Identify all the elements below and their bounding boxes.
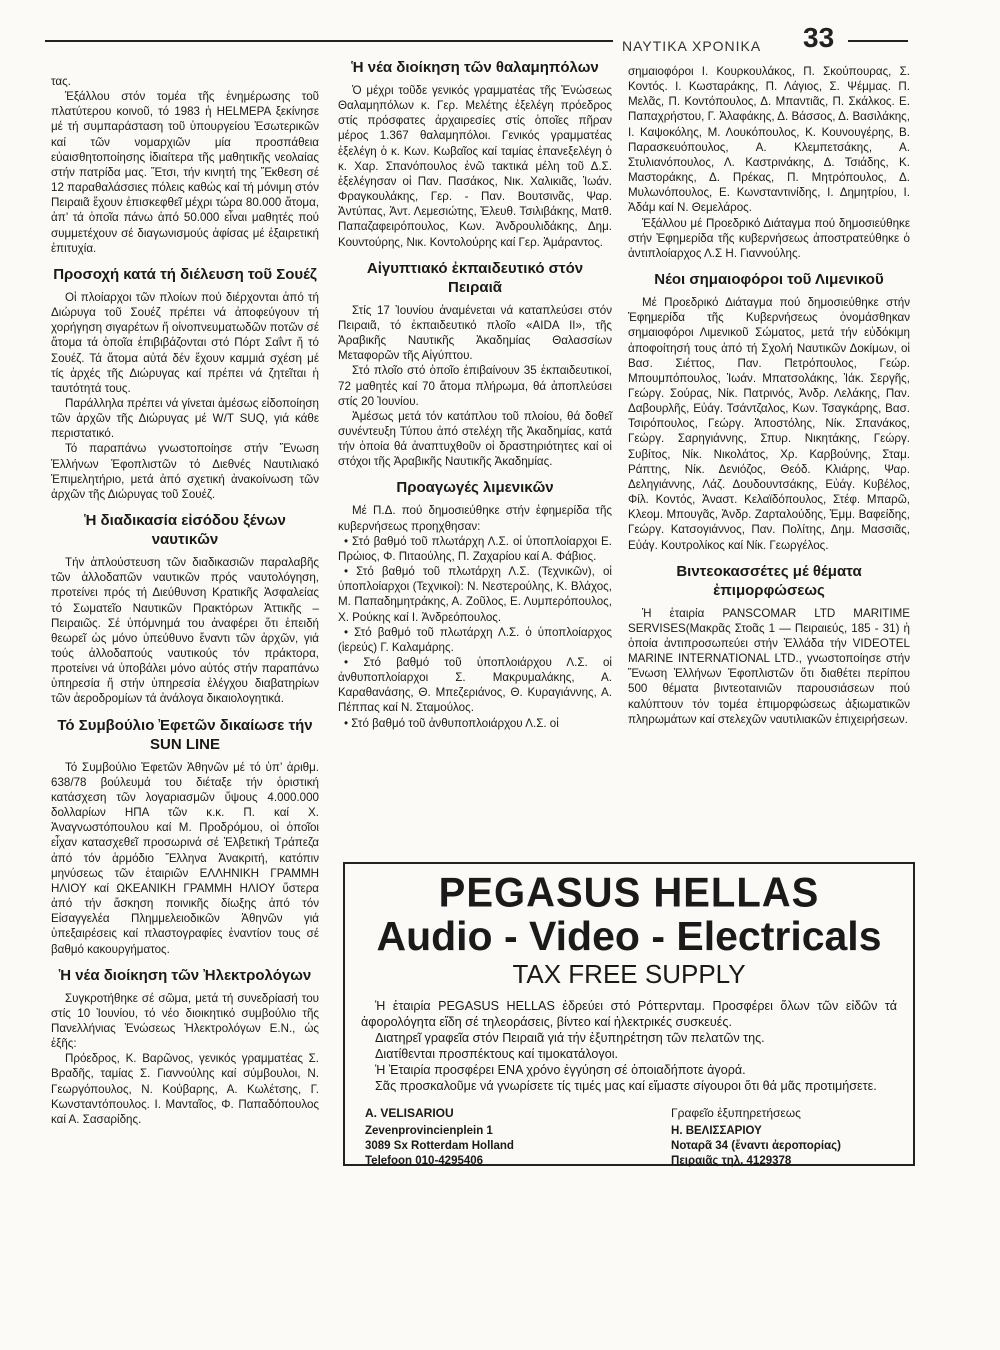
headline-egyptian-ship: Αἰγυπτιακό ἐκπαιδευτικό στόν Πειραιᾶ [366, 259, 584, 296]
header-rule [45, 40, 613, 42]
article-paragraph: Μέ Προεδρικό Διάταγμα πού δημοσιεύθηκε στήν Ἐφημερίδα τῆς Κυβερνήσεως ὀνομάσθηκαν σημαιοφόροι Λιμενικοῦ Σώματος, μετά τήν εὐδόκιμη ἀποφοίτησή τους ἀπό τή Σχολή Ναυτικῶν Δοκίμων, οἱ Βασ. Σιέττος, Παν. Πετρόπουλος, Γεώρ. Μπουμπόπουλος, Ἰωάν. Μπατσολάκης, Ἰάκ. Σεργῆς, Γεώργ. Σούρας, Νίκ. Πατρινός, Ἀνδρ. Λελάκης, Παν. Δαβουρλῆς, Εὐάγ. Τσάντζαλος, Κων. Τσαγκάρης, Βασ. Τσιρόπουλος, Γεώργ. Ἀποστόλης, Νίκ. Σπανάκος, Γεώργ. Σαρηγιάννης, Σπυρ. Νικητάκης, Γεώργ. Συβίτος, Νίκ. Νικολάτος, Χρ. Καρβούνης, Σταμ. Ράπτης, Νίκ. Δενιόζος, Θεόδ. Κλιάρης, Ψαρ. Δεληγιάννης, Λάζ. Δουδουντσάκης, Εὐάγ. Κυβέλος, Φίλ. Κοντός, Ἀναστ. Κελαϊδόπουλος, Στέφ. Μπαρῶ, Κλεομ. Μπουγᾶς, Ἀνδρ. Ζαρταλούδης, Ἐμμ. Βαφείδης, Γεώργ. Κατσογιάννος, Παν. Πολίτης, Δημ. Μασσιᾶς, Εὐάγ. Κουτρολίκος καί Νίκ. Γεωργέλος. [628, 296, 910, 552]
article-paragraph: Τό Συμβούλιο Ἐφετῶν Ἀθηνῶν μέ τό ὑπ’ ἀριθμ. 638/78 βούλευμά του διέταξε τήν ὁριστική κατάσχεση τῶν λογαριασμῶν ὕψους 4.000.000 δολλαρίων ΗΠΑ τῶν κ.κ. Π. καί Χ. Ἀναγνωστόπουλου καί Μ. Προδρόμου, οἱ ὁποῖοι εἶχαν κατασχεθεῖ προσωρινά σέ Ἑλβετική Τράπεζα ἀπό τόν ἁρμόδιο Ἕλληνα Ἀνακριτή, κατόπιν μηνύσεως τῶν ἑταιριῶν ΕΛΛΗΝΙΚΗ ΓΡΑΜΜΗ ΗΛΙΟΥ καί ΩΚΕΑΝΙΚΗ ΓΡΑΜΜΗ ΗΛΙΟΥ ὕστερα ἀπό τήν ἄσκηση ποινικῆς δίωξης ἀπό τόν Εἰσαγγελέα Πλημμελειοδικῶν Ἀθηνῶν γιά ὑπεξαιρέσεις καί πλαστογραφίες ἐναντίον τους σέ βαθμό κακουργήματος. [51, 760, 319, 956]
article-paragraph: Στό πλοῖο στό ὁποῖο ἐπιβαίνουν 35 ἐκπαιδευτικοί, 72 μαθητές καί 70 ἄτομα πλήρωμα, θά ἀποπλεύσει στίς 20 Ἰουνίου. [338, 364, 612, 408]
article-paragraph: Παράλληλα πρέπει νά γίνεται ἀμέσως εἰδοποίηση τῶν ἀρχῶν τῆς Διώρυγας μέ W/T SUQ, γιά κάθε περιστατικό. [51, 396, 319, 441]
contact-name: Γραφεῖο ἐξυπηρετήσεως [671, 1106, 801, 1120]
column-3 [628, 64, 910, 727]
ad-products: Audio - Video - Electricals [376, 913, 882, 959]
article-paragraph: τας. [51, 75, 71, 88]
list-item: • Στό βαθμό τοῦ πλωτάρχη Λ.Σ. οἱ ὑποπλοίαρχοι Ε. Πρώιος, Φ. Πιταούλης, Π. Ζαχαρίου καί Α. Φάβιος. [338, 534, 612, 564]
publication-name: ΝΑΥΤΙΚΑ ΧΡΟΝΙΚΑ [622, 38, 762, 54]
ad-paragraph: Διατίθενται προσπέκτους καί τιμοκατάλογοι. [375, 1047, 619, 1061]
page-number: 33 [803, 22, 835, 53]
contact-line: Νοταρᾶ 34 (ἔναντι ἀεροπορίας) [671, 1140, 841, 1152]
article-paragraph: σημαιοφόροι Ι. Κουρκουλάκος, Π. Σκούπουρας, Σ. Κοντός. Ι. Κωσταράκης, Π. Λάγιος, Σ. Ψέμμας. Π. Μελᾶς, Π. Κοντόπουλος, Δ. Μπαντιᾶς, Π. Σκάλκος. Ε. Παπαχρήστου, Γ. Ἀλαφάκης, Δ. Βάσσος, Δ. Βασιλάκης, Ι. Καψοκόλης, Μ. Λουκόπουλος, Κ. Κουνουγέρης, Β. Παρασκευόπουλος, Α. Κλεμπετσάκης, Α. Στυλιανόπουλος, Λ. Καστρινάκης, Δ. Τσιάδης, Κ. Μαστοράκης, Δ. Πρέκας, Π. Μητρόπουλος, Δ. Μυλωνόπουλος, Ε. Κωνσταντινίδης, Ι. Δημητρίου, Ι. Ἀδάμ καί Ν. Θεμελάρος. [628, 65, 910, 215]
ad-paragraph: Σᾶς προσκαλοῦμε νά γνωρίσετε τίς τιμές μας καί εἴμαστε σίγουροι ὅτι θά μᾶς προτιμήσετε. [375, 1079, 877, 1093]
ad-paragraph: Διατηρεῖ γραφεῖα στόν Πειραιᾶ γιά τήν ἐξυπηρέτηση τῶν πελατῶν της. [375, 1031, 765, 1045]
ad-paragraph: Ἡ Ἑταιρία προσφέρει ΕΝΑ χρόνο ἐγγύηση σέ ὁποιαδήποτε ἀγορά. [375, 1063, 746, 1077]
pegasus-advertisement [343, 862, 915, 1166]
contact-line: Telefoon 010-4295406 [365, 1155, 484, 1167]
contact-line: Πειραιᾶς τηλ. 4129378 [671, 1155, 792, 1167]
headline-new-ensigns: Νέοι σημαιοφόροι τοῦ Λιμενικοῦ [654, 271, 884, 289]
article-paragraph: Οἱ πλοίαρχοι τῶν πλοίων πού διέρχονται ἀπό τή Διώρυγα τοῦ Σουέζ πρέπει νά ἀποφεύγουν τή χορήγηση σιγαρέτων ἤ οἰνοπνευματωδῶν ποτῶν σέ ἄτομα τά ὁποῖα ἐπιβιβάζονται στό Πόρτ Σαΐντ ἤ τό Σουέζ. Τά ἄτομα αὐτά δέν ἔχουν καμμιά σχέση μέ τίς ἀρχές τῆς Διώρυγας καί πρέπει νά ζητεῖται ἡ ταυτότητά τους. [51, 290, 319, 395]
headline-electricians: Ἡ νέα διοίκηση τῶν Ἠλεκτρολόγων [58, 966, 312, 984]
headline-videocassettes: Βιντεοκασσέτες μέ θέματα ἐπιμορφώσεως [676, 562, 862, 599]
list-item: • Στό βαθμό τοῦ πλωτάρχη Λ.Σ. ὁ ὑποπλοίαρχος (ἱερεύς) Γ. Καλαμάρης. [338, 625, 612, 655]
headline-sun-line: Τό Συμβούλιο Ἐφετῶν δικαίωσε τήν SUN LINE [57, 716, 313, 753]
article-paragraph: Ἀμέσως μετά τόν κατάπλου τοῦ πλοίου, θά δοθεῖ συνέντευξη Τύπου ἀπό στελέχη τῆς Ἀκαδημίας, κατά τήν ὁποία θά ἀναπτυχθοῦν οἱ δραστηριότητες καί οἱ στόχοι τῆς Ἀραβικῆς Ναυτικῆς Ἀκαδημίας. [338, 409, 612, 469]
ad-brand: PEGASUS HELLAS [438, 869, 820, 917]
list-item: • Στό βαθμό τοῦ πλωτάρχη Λ.Σ. (Τεχνικῶν), οἱ ὑποπλοίαρχοι (Τεχνικοί): Ν. Νεστερούλης, Κ. Βλάχος, Μ. Παπαδημητράκης, Α. Ζοῦλος, Ε. Λυμπερόπουλος, Χ. Ρούκης καί Ι. Ἀνδρεόπουλος. [338, 564, 612, 625]
headline-suez: Προσοχή κατά τή διέλευση τοῦ Σουέζ [53, 265, 317, 283]
list-item: • Στό βαθμό τοῦ ἀνθυποπλοιάρχου Λ.Σ. οἱ [338, 716, 612, 731]
ad-tagline: TAX FREE SUPPLY [512, 959, 746, 989]
headline-foreign-seamen: Ἡ διαδικασία εἰσόδου ξένων ναυτικῶν [84, 512, 286, 549]
list-item: • Στό βαθμό τοῦ ὑποπλοιάρχου Λ.Σ. οἱ ἀνθυποπλοίαρχοι Σ. Μακρυμαλάκης, Α. Καραθανάσης, Θ. Μπεζεριάνος, Θ. Κυραγιάννης, Α. Πέππας καί Ν. Σταμούλος. [338, 655, 612, 716]
piraeus-contact [671, 1106, 897, 1169]
article-paragraph: Ἡ ἑταιρία PANSCOMAR LTD MARITIME SERVISES(Μακρᾶς Στοᾶς 1 — Πειραιεύς, 185 - 31) ἡ ὁποία ἀντιπροσωπεύει στήν Ἑλλάδα τήν VIDEOTEL MARINE INTERNATIONAL LTD., γνωστοποίησε στήν Ἕνωση Ἑλλήνων Ἐφοπλιστῶν ὅτι διαθέτει περίπου 500 θέματα βιντεοταινιῶν παρουσιάσεων πού καλύπτουν τόν τομέα ἐπιμορφώσεως ἀξιωματικῶν πληρωμάτων καί στελεχῶν ναυτιλιακῶν ἐπιχειρήσεων. [628, 606, 910, 726]
column-1 [51, 74, 319, 1127]
article-paragraph: Συγκροτήθηκε σέ σῶμα, μετά τή συνεδρίασή του στίς 10 Ἰουνίου, τό νέο διοικητικό συμβούλιο τῆς Πανελλήνιας Ἑνώσεως Ἠλεκτρολόγων Ε.Ν., ὡς ἑξῆς: [51, 991, 319, 1051]
article-paragraph: Τό παραπάνω γνωστοποίησε στήν Ἕνωση Ἑλλήνων Ἐφοπλιστῶν τό Διεθνές Ναυτιλιακό Ἐπιμελητήριο, μετά ἀπό σχετική ἀνακοίνωση τῶν ἀρχῶν τῆς Διώρυγας τοῦ Σουέζ. [51, 442, 319, 501]
promotions-list [338, 534, 612, 731]
article-paragraph: Πρόεδρος, Κ. Βαρῶνος, γενικός γραμματέας Σ. Βραδῆς, ταμίας Σ. Γιαννούλης καί σύμβουλοι, Ν. Γεωργόπουλος, Ν. Κούβαρης, Α. Κωλέτσης, Γ. Κωνσταντόπουλος. Ι. Μανταῖος, Φ. Παπαδόπουλος καί Α. Σασαρίδης. [51, 1052, 319, 1126]
headline-promotions: Προαγωγές λιμενικῶν [396, 479, 554, 497]
article-paragraph: Ἐξάλλου στόν τομέα τῆς ἐνημέρωσης τοῦ πλατύτερου κοινοῦ, τό 1983 ἡ HELMEPA ξεκίνησε μέ τή συμπαράσταση τοῦ ὑπουργείου Ἐσωτερικῶν καί τῶν νομαρχιῶν μία προσπάθεια εὐαισθητοποίησης ἰδιαίτερα τῆς μαθητικῆς νεολαίας στήν πατρίδα μας. Ἔτσι, τήν κινητή της Ἔκθεση σέ 12 παραθαλάσσιες πόλεις καθώς καί τή μόνιμη στόν Πειραιᾶ ἔχουν ἐπισκεφθεῖ μέχρι τώρα 80.000 ἄτομα, ἀπ’ τά ὁποῖα πάνω ἀπό 50.000 εἶναι μαθητές πού συμμετέχουν σέ διαγωνισμούς ἀφίσας μέ ἐξαιρετική ἐπιτυχία. [51, 90, 319, 255]
article-paragraph: Τήν ἁπλούστευση τῶν διαδικασιῶν παραλαβῆς τῶν ἀλλοδαπῶν ναυτικῶν πρός ναυτολόγηση, προτείνει πρός τή Διεύθυνση Κρατικῆς Ἀσφαλείας τό Σωματεῖο Ναυτικῶν Πρακτόρων Ἀττικῆς – Πειραιῶς. Σέ ὑπόμνημά του ἀναφέρει ὅτι ἐπειδή θεωρεῖ ὡς μόνο ὑπεύθυνο ἔναντι τῶν ἀρχῶν, γιά τούς ἀλλοδαπούς ναυτικούς τόν πράκτορα, προτείνει νά ὑποβάλει μόνο αὐτός στήν παραπάνω ὑπηρεσία ἤ στήν ὑπηρεσία ἐλέγχου διαβατηρίων τῶν ἀεροδρομίων τά ἀνάλογα δικαιολογητικά. [51, 556, 319, 706]
header-rule-right [848, 40, 908, 42]
column-2 [338, 56, 612, 731]
ad-paragraph: Ἡ ἑταιρία PEGASUS HELLAS ἑδρεύει στό Ρόττερνταμ. Προσφέρει ὅλων τῶν εἰδῶν τά ἀφορολόγητα εἴδη σέ τηλεοράσεις, βίντεο καί ἠλεκτρικές συσκευές. [361, 999, 897, 1029]
article-paragraph: Μέ Π.Δ. πού δημοσιεύθηκε στήν ἐφημερίδα τῆς κυβερνήσεως προηχθησαν: [338, 504, 612, 533]
contact-name: A. VELISARIOU [365, 1106, 454, 1120]
contact-line: 3089 Sx Rotterdam Holland [365, 1140, 514, 1152]
contact-line: Zevenprovincienplein 1 [365, 1125, 493, 1137]
ad-contacts [361, 1106, 897, 1169]
article-paragraph: Στίς 17 Ἰουνίου ἀναμένεται νά καταπλεύσει στόν Πειραιᾶ, τό ἐκπαιδευτικό πλοῖο «AIDA II», τῆς Ἀραβικῆς Ναυτικῆς Ἀκαδημίας Θαλασσίων Μεταφορῶν τῆς Αἰγύπτου. [338, 303, 612, 363]
headline-stewards: Ἡ νέα διοίκηση τῶν θαλαμηπόλων [351, 59, 599, 76]
article-paragraph: Ὁ μέχρι τοῦδε γενικός γραμματέας τῆς Ἑνώσεως Θαλαμηπόλων κ. Γερ. Μελέτης ἐξελέγη πρόεδρος στίς πρόσφατες ἀρχαιρεσίες στίς ὁποῖες πῆραν μέρος 1.367 θαλαμηπόλοι. Γενικός γραμματέας ἐξελέγη ὁ κ. Κων. Κωβαῖος καί ταμίας ἐπανεξελέγη ὁ κ. Χαρ. Σπανόπουλος ἐνῶ τακτικά μέλη τοῦ Δ.Σ. ἐξελέγησαν οἱ Παν. Πασάκος, Νικ. Χαλικιᾶς, Ἰωάν. Φραγκουλάκης, Γερ. - Παν. Βουτσινᾶς, Ψαρ. Ἀντύπας, Ἀντ. Λεμεσιώτης, Ἐλευθ. Τσιλιβάκης, Ματθ. Παπαζαφειρόπουλος, Κων. Ἀνδρουλιδάκης, Δημ. Κουντούρης, Νικ. Κοντολούρης καί Γερ. Ἀμάραντος. [338, 84, 612, 249]
contact-line: Η. ΒΕΛΙΣΣΑΡΙΟΥ [671, 1125, 762, 1137]
rotterdam-contact [361, 1106, 514, 1169]
article-paragraph: Ἐξάλλου μέ Προεδρικό Διάταγμα πού δημοσιεύθηκε στήν Ἐφημερίδα τῆς κυβερνήσεως ἀποστρατεύθηκε ὁ ἀντιπλοίαρχος Λ.Σ Η. Γιαννούλης. [628, 216, 910, 260]
